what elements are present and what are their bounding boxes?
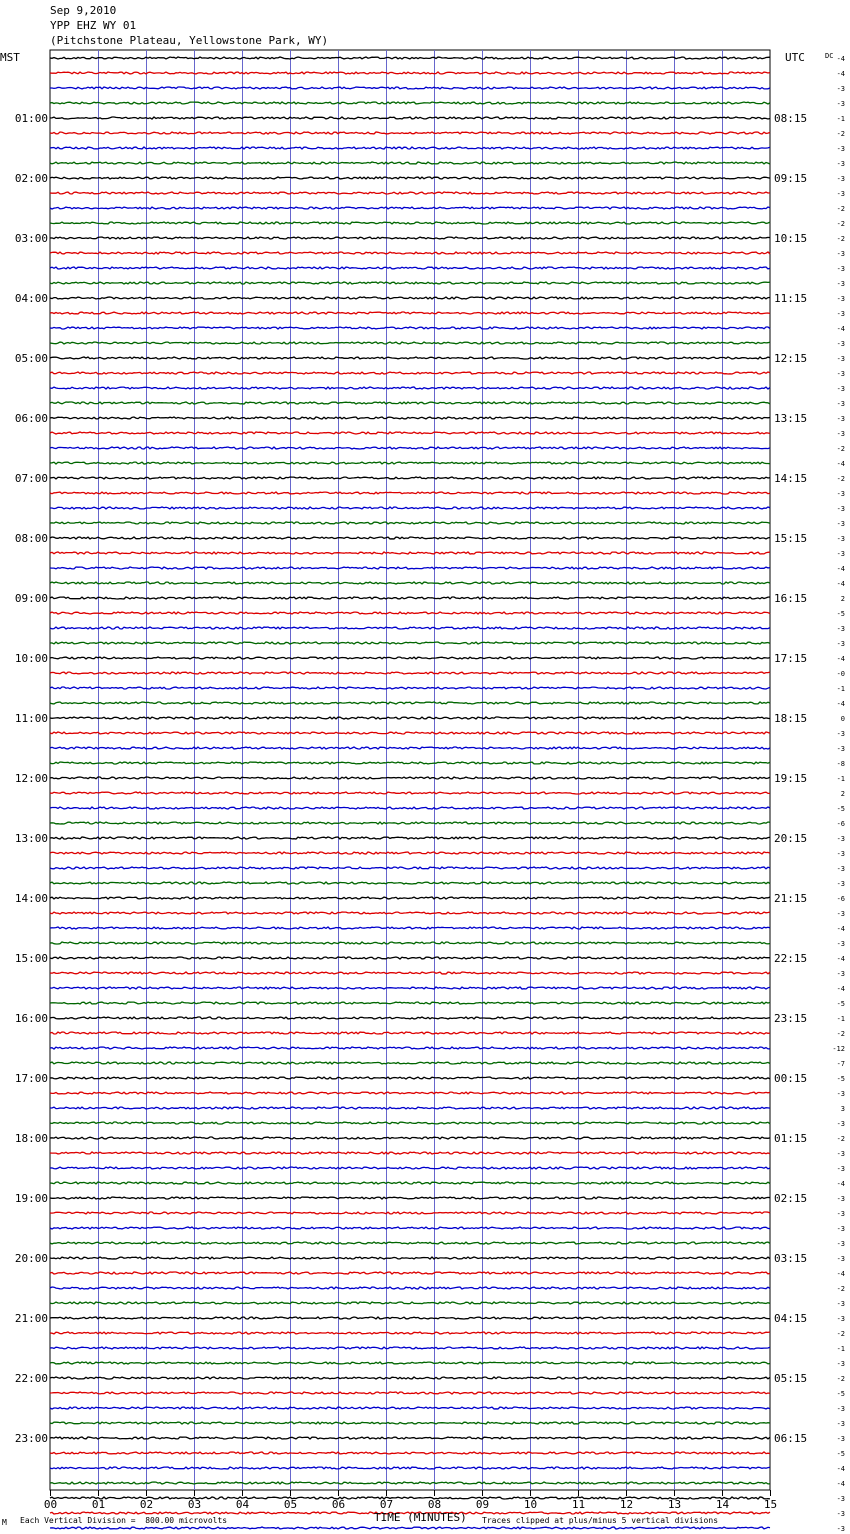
seismic-trace xyxy=(50,1137,770,1139)
dc-offset-value: -7 xyxy=(836,1060,845,1068)
right-timezone-label: UTC xyxy=(785,51,805,64)
station-code: YPP EHZ WY 01 xyxy=(50,19,137,32)
dc-offset-value: -4 xyxy=(836,1270,845,1278)
dc-offset-value: -3 xyxy=(836,385,845,393)
dc-offset-value: -1 xyxy=(836,775,845,783)
seismic-trace xyxy=(50,522,770,524)
dc-offset-value: -2 xyxy=(836,1375,845,1383)
seismic-trace xyxy=(50,477,770,479)
seismic-trace xyxy=(50,717,770,719)
seismic-trace xyxy=(50,1272,770,1274)
seismic-trace xyxy=(50,507,770,509)
seismic-trace xyxy=(50,642,770,644)
seismic-trace xyxy=(50,372,770,374)
seismic-trace xyxy=(50,222,770,224)
seismic-trace xyxy=(50,1422,770,1424)
seismic-trace xyxy=(50,1212,770,1214)
left-hour-label: 14:00 xyxy=(14,892,48,905)
seismic-trace xyxy=(50,777,770,779)
dc-offset-value: -3 xyxy=(836,340,845,348)
seismic-trace xyxy=(50,1287,770,1289)
right-hour-label: 19:15 xyxy=(774,772,808,785)
x-tick-label: 15 xyxy=(763,1498,778,1511)
right-hour-label: 11:15 xyxy=(774,292,808,305)
right-hour-label: 04:15 xyxy=(774,1312,808,1325)
dc-offset-value: 0 xyxy=(840,715,845,723)
vertical-division-note: Each Vertical Division = 800.00 microvolts xyxy=(20,1516,228,1525)
dc-offset-value: -4 xyxy=(836,925,845,933)
seismic-trace xyxy=(50,432,770,434)
dc-offset-value: -3 xyxy=(836,1315,845,1323)
seismic-trace xyxy=(50,1482,770,1484)
right-hour-label: 20:15 xyxy=(774,832,808,845)
seismic-trace xyxy=(50,822,770,824)
dc-offset-value: -3 xyxy=(836,415,845,423)
dc-offset-value: -2 xyxy=(836,1330,845,1338)
seismic-trace xyxy=(50,1377,770,1379)
dc-offset-value: -4 xyxy=(836,655,845,663)
seismic-trace xyxy=(50,162,770,164)
x-tick-label: 08 xyxy=(427,1498,442,1511)
dc-offset-value: -5 xyxy=(836,1390,845,1398)
x-tick-label: 12 xyxy=(619,1498,634,1511)
seismic-trace xyxy=(50,1002,770,1004)
seismic-trace xyxy=(50,1062,770,1064)
dc-offset-value: -12 xyxy=(832,1045,845,1053)
dc-offset-value: -3 xyxy=(836,1120,845,1128)
station-location: (Pitchstone Plateau, Yellowstone Park, WY) xyxy=(50,34,329,47)
seismic-trace xyxy=(50,957,770,959)
x-tick-label: 09 xyxy=(475,1498,490,1511)
left-hour-label: 11:00 xyxy=(14,712,48,725)
dc-offset-value: -3 xyxy=(836,835,845,843)
dc-offset-value: -3 xyxy=(836,940,845,948)
dc-offset-value: -3 xyxy=(836,1525,845,1533)
seismic-trace xyxy=(50,72,770,74)
seismic-trace xyxy=(50,177,770,179)
seismic-trace xyxy=(50,282,770,284)
seismic-trace xyxy=(50,687,770,689)
seismic-trace xyxy=(50,1407,770,1409)
right-hour-label: 03:15 xyxy=(774,1252,808,1265)
seismic-trace xyxy=(50,1107,770,1109)
right-hour-label: 10:15 xyxy=(774,232,808,245)
right-hour-label: 13:15 xyxy=(774,412,808,425)
x-tick-label: 10 xyxy=(523,1498,538,1511)
dc-offset-value: -3 xyxy=(836,1090,845,1098)
seismic-trace xyxy=(50,192,770,194)
dc-offset-value: -4 xyxy=(836,1180,845,1188)
right-hour-label: 05:15 xyxy=(774,1372,808,1385)
seismic-trace xyxy=(50,237,770,239)
seismic-trace xyxy=(50,552,770,554)
dc-offset-value: -3 xyxy=(836,505,845,513)
right-hour-label: 15:15 xyxy=(774,532,808,545)
dc-offset-value: -3 xyxy=(836,490,845,498)
dc-offset-value: -3 xyxy=(836,310,845,318)
seismic-trace xyxy=(50,1152,770,1154)
left-hour-label: 20:00 xyxy=(14,1252,48,1265)
dc-offset-value: -3 xyxy=(836,850,845,858)
dc-offset-value: -2 xyxy=(836,475,845,483)
seismic-trace xyxy=(50,417,770,419)
right-hour-label: 21:15 xyxy=(774,892,808,905)
left-hour-label: 05:00 xyxy=(14,352,48,365)
dc-offset-value: -4 xyxy=(836,580,845,588)
dc-offset-value: -2 xyxy=(836,205,845,213)
seismic-trace xyxy=(50,312,770,314)
dc-offset-value: -3 xyxy=(836,1405,845,1413)
seismic-trace xyxy=(50,267,770,269)
seismic-trace xyxy=(50,57,770,59)
seismic-trace xyxy=(50,597,770,599)
dc-offset-value: -3 xyxy=(836,1510,845,1518)
corner-mark: M xyxy=(2,1518,7,1527)
dc-offset-value: -3 xyxy=(836,160,845,168)
seismic-trace xyxy=(50,912,770,914)
right-hour-label: 01:15 xyxy=(774,1132,808,1145)
right-hour-label: 16:15 xyxy=(774,592,808,605)
seismic-trace xyxy=(50,747,770,749)
dc-offset-value: -3 xyxy=(836,880,845,888)
left-hour-label: 09:00 xyxy=(14,592,48,605)
seismic-trace xyxy=(50,1437,770,1439)
seismic-trace xyxy=(50,1332,770,1334)
left-hour-label: 01:00 xyxy=(14,112,48,125)
seismic-trace xyxy=(50,657,770,659)
left-hour-label: 07:00 xyxy=(14,472,48,485)
dc-offset-value: -2 xyxy=(836,1135,845,1143)
dc-offset-value: -1 xyxy=(836,685,845,693)
dc-offset-value: -6 xyxy=(836,895,845,903)
right-hour-label: 08:15 xyxy=(774,112,808,125)
dc-offset-value: -3 xyxy=(836,1360,845,1368)
dc-offset-value: 3 xyxy=(840,1105,845,1113)
seismic-trace xyxy=(50,882,770,884)
seismic-trace xyxy=(50,1317,770,1319)
left-hour-label: 10:00 xyxy=(14,652,48,665)
x-tick-label: 13 xyxy=(667,1498,682,1511)
dc-offset-value: -3 xyxy=(836,190,845,198)
seismic-trace xyxy=(50,927,770,929)
seismic-trace xyxy=(50,387,770,389)
dc-offset-value: -1 xyxy=(836,1345,845,1353)
dc-offset-value: -1 xyxy=(836,115,845,123)
seismic-trace xyxy=(50,792,770,794)
dc-offset-value: -4 xyxy=(836,460,845,468)
dc-offset-value: -5 xyxy=(836,805,845,813)
x-tick-label: 03 xyxy=(187,1498,202,1511)
left-hour-label: 16:00 xyxy=(14,1012,48,1025)
x-tick-label: 07 xyxy=(379,1498,394,1511)
seismic-trace xyxy=(50,987,770,989)
seismic-trace xyxy=(50,867,770,869)
plot-date: Sep 9,2010 xyxy=(50,4,117,17)
dc-offset-value: -5 xyxy=(836,1000,845,1008)
plot-frame xyxy=(50,50,770,1490)
dc-offset-value: -3 xyxy=(836,640,845,648)
dc-offset-value: -3 xyxy=(836,1420,845,1428)
dc-offset-value: -3 xyxy=(836,535,845,543)
dc-offset-value: -3 xyxy=(836,370,845,378)
dc-offset-value: -4 xyxy=(836,55,845,63)
left-hour-label: 18:00 xyxy=(14,1132,48,1145)
x-tick-label: 01 xyxy=(91,1498,106,1511)
x-tick-label: 06 xyxy=(331,1498,346,1511)
right-hour-label: 14:15 xyxy=(774,472,808,485)
seismic-trace xyxy=(50,342,770,344)
dc-offset-value: -2 xyxy=(836,445,845,453)
seismic-trace xyxy=(50,612,770,614)
seismic-trace xyxy=(50,1197,770,1199)
dc-offset-value: -0 xyxy=(836,670,845,678)
x-tick-label: 00 xyxy=(43,1498,58,1511)
x-axis-title: TIME (MINUTES) xyxy=(374,1511,467,1524)
dc-offset-value: -3 xyxy=(836,1225,845,1233)
right-hour-label: 00:15 xyxy=(774,1072,808,1085)
dc-offset-value: 2 xyxy=(840,790,845,798)
seismic-trace xyxy=(50,1182,770,1184)
dc-offset-value: -4 xyxy=(836,325,845,333)
dc-offset-value: -3 xyxy=(836,400,845,408)
left-hour-label: 22:00 xyxy=(14,1372,48,1385)
dc-offset-value: 2 xyxy=(840,595,845,603)
dc-offset-value: -2 xyxy=(836,220,845,228)
seismic-trace xyxy=(50,762,770,764)
seismic-trace xyxy=(50,87,770,89)
seismic-trace xyxy=(50,627,770,629)
dc-offset-value: -4 xyxy=(836,700,845,708)
left-hour-label: 13:00 xyxy=(14,832,48,845)
seismic-trace xyxy=(50,702,770,704)
seismic-trace xyxy=(50,327,770,329)
seismic-trace xyxy=(50,582,770,584)
dc-offset-value: -2 xyxy=(836,235,845,243)
seismic-trace xyxy=(50,117,770,119)
dc-offset-value: -5 xyxy=(836,1075,845,1083)
dc-offset-value: -3 xyxy=(836,625,845,633)
left-hour-label: 21:00 xyxy=(14,1312,48,1325)
dc-offset-value: -3 xyxy=(836,910,845,918)
dc-offset-value: -3 xyxy=(836,1165,845,1173)
seismic-trace xyxy=(50,207,770,209)
dc-offset-value: -3 xyxy=(836,520,845,528)
seismic-trace xyxy=(50,972,770,974)
seismic-trace xyxy=(50,567,770,569)
seismic-trace xyxy=(50,1302,770,1304)
dc-offset-value: -2 xyxy=(836,1030,845,1038)
dc-offset-value: -4 xyxy=(836,1480,845,1488)
x-tick-label: 04 xyxy=(235,1498,250,1511)
seismic-trace xyxy=(50,492,770,494)
seismic-trace xyxy=(50,672,770,674)
dc-offset-value: -3 xyxy=(836,430,845,438)
seismic-trace xyxy=(50,1242,770,1244)
seismic-trace xyxy=(50,1047,770,1049)
seismic-trace xyxy=(50,1347,770,1349)
dc-offset-value: -3 xyxy=(836,745,845,753)
seismic-trace xyxy=(50,732,770,734)
seismic-trace xyxy=(50,462,770,464)
x-tick-label: 05 xyxy=(283,1498,298,1511)
seismic-trace xyxy=(50,1362,770,1364)
seismic-trace xyxy=(50,1017,770,1019)
seismic-trace xyxy=(50,297,770,299)
dc-offset-value: -3 xyxy=(836,1210,845,1218)
seismic-trace xyxy=(50,252,770,254)
dc-offset-value: -2 xyxy=(836,1285,845,1293)
dc-offset-value: -8 xyxy=(836,760,845,768)
left-hour-label: 06:00 xyxy=(14,412,48,425)
left-hour-label: 12:00 xyxy=(14,772,48,785)
left-hour-label: 19:00 xyxy=(14,1192,48,1205)
dc-offset-value: -3 xyxy=(836,295,845,303)
seismic-trace xyxy=(50,357,770,359)
dc-offset-value: -6 xyxy=(836,820,845,828)
dc-offset-value: -1 xyxy=(836,1015,845,1023)
dc-offset-value: -4 xyxy=(836,70,845,78)
left-hour-label: 23:00 xyxy=(14,1432,48,1445)
dc-offset-value: -3 xyxy=(836,265,845,273)
dc-offset-value: -3 xyxy=(836,1435,845,1443)
left-hour-label: 03:00 xyxy=(14,232,48,245)
right-hour-label: 18:15 xyxy=(774,712,808,725)
dc-offset-value: -3 xyxy=(836,1495,845,1503)
dc-offset-value: -3 xyxy=(836,970,845,978)
left-timezone-label: MST xyxy=(0,51,20,64)
seismic-trace xyxy=(50,1227,770,1229)
dc-offset-value: -4 xyxy=(836,1465,845,1473)
seismic-trace xyxy=(50,1122,770,1124)
seismic-trace xyxy=(50,102,770,104)
dc-offset-value: -3 xyxy=(836,100,845,108)
dc-offset-value: -4 xyxy=(836,985,845,993)
left-hour-label: 08:00 xyxy=(14,532,48,545)
seismic-trace xyxy=(50,942,770,944)
dc-offset-value: -5 xyxy=(836,1450,845,1458)
right-hour-label: 22:15 xyxy=(774,952,808,965)
dc-offset-value: -3 xyxy=(836,550,845,558)
dc-offset-value: -2 xyxy=(836,130,845,138)
dc-offset-value: -3 xyxy=(836,175,845,183)
dc-offset-value: -5 xyxy=(836,610,845,618)
seismic-trace xyxy=(50,1032,770,1034)
seismic-trace xyxy=(50,1077,770,1079)
seismic-trace xyxy=(50,1497,770,1499)
dc-offset-value: -3 xyxy=(836,1195,845,1203)
seismic-trace xyxy=(50,1452,770,1454)
seismic-trace xyxy=(50,1392,770,1394)
dc-offset-value: -3 xyxy=(836,250,845,258)
dc-offset-value: -3 xyxy=(836,280,845,288)
right-hour-label: 06:15 xyxy=(774,1432,808,1445)
seismic-trace xyxy=(50,132,770,134)
left-hour-label: 04:00 xyxy=(14,292,48,305)
dc-offset-value: -3 xyxy=(836,85,845,93)
seismic-trace xyxy=(50,1167,770,1169)
dc-offset-value: -3 xyxy=(836,1240,845,1248)
dc-offset-value: -3 xyxy=(836,145,845,153)
seismic-trace xyxy=(50,1257,770,1259)
dc-offset-value: -3 xyxy=(836,1300,845,1308)
seismic-trace xyxy=(50,147,770,149)
clip-note: Traces clipped at plus/minus 5 vertical divisions xyxy=(482,1516,719,1525)
seismic-trace xyxy=(50,852,770,854)
seismic-trace xyxy=(50,447,770,449)
right-hour-label: 12:15 xyxy=(774,352,808,365)
seismic-trace xyxy=(50,1527,770,1529)
x-tick-label: 14 xyxy=(715,1498,730,1511)
right-hour-label: 02:15 xyxy=(774,1192,808,1205)
left-hour-label: 17:00 xyxy=(14,1072,48,1085)
dc-offset-value: -3 xyxy=(836,355,845,363)
dc-offset-value: -3 xyxy=(836,1150,845,1158)
dc-offset-value: -3 xyxy=(836,730,845,738)
x-tick-label: 11 xyxy=(571,1498,586,1511)
dc-offset-value: -3 xyxy=(836,1255,845,1263)
dc-offset-value: -3 xyxy=(836,865,845,873)
seismic-trace xyxy=(50,1092,770,1094)
seismic-trace xyxy=(50,537,770,539)
seismic-trace xyxy=(50,807,770,809)
dc-offset-value: -4 xyxy=(836,955,845,963)
right-hour-label: 17:15 xyxy=(774,652,808,665)
left-hour-label: 02:00 xyxy=(14,172,48,185)
x-tick-label: 02 xyxy=(139,1498,154,1511)
dc-offset-value: -4 xyxy=(836,565,845,573)
right-hour-label: 09:15 xyxy=(774,172,808,185)
seismic-trace xyxy=(50,837,770,839)
left-hour-label: 15:00 xyxy=(14,952,48,965)
seismic-trace xyxy=(50,402,770,404)
right-hour-label: 23:15 xyxy=(774,1012,808,1025)
seismic-trace xyxy=(50,1467,770,1469)
dc-offset-header: DC xyxy=(825,52,834,60)
seismic-trace xyxy=(50,897,770,899)
